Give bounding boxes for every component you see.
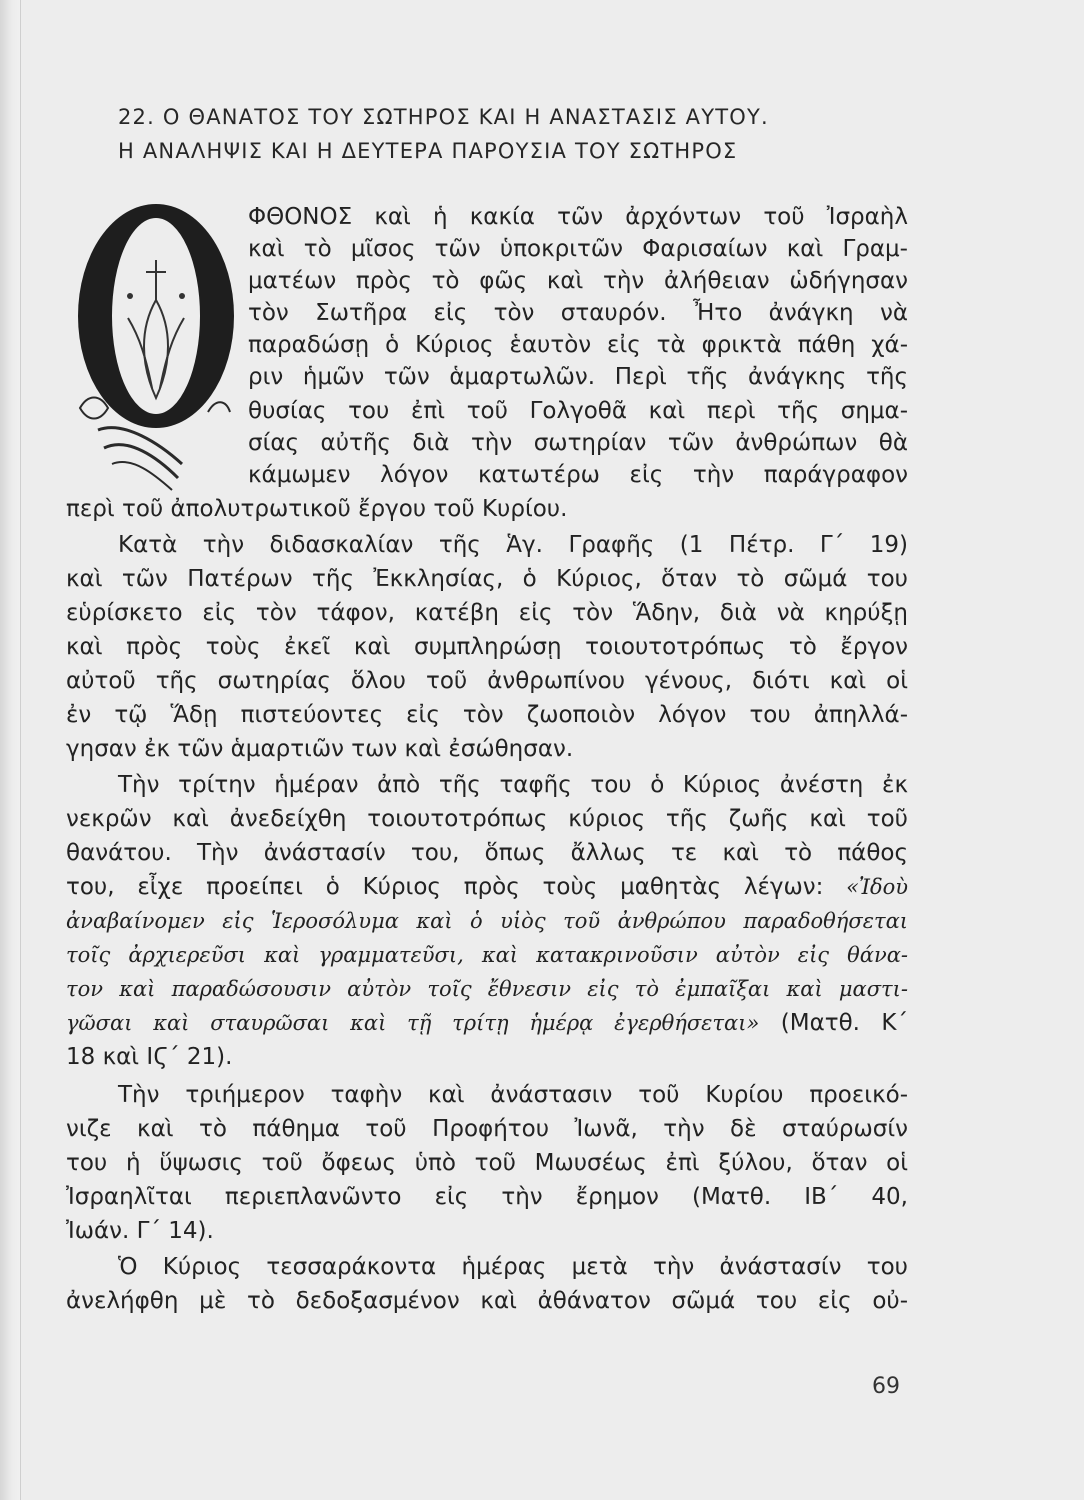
body-line-4: τὸν Σωτῆρα εἰς τὸν σταυρόν. Ἦτο ἀνάγκη νὰ <box>248 300 908 326</box>
body-line-32: Ὁ Κύριος τεσσαράκοντα ἡμέρας μετὰ τὴν ἀνάστασίν του <box>118 1254 908 1280</box>
body-line-29: του ἡ ὕψωσις τοῦ ὄφεως ὑπὸ τοῦ Μωυσέως ἐπὶ ξύλου, ὅταν οἱ <box>66 1150 908 1176</box>
body-line-26: 18 καὶ ΙϚ΄ 21). <box>66 1044 233 1070</box>
body-line-14: καὶ πρὸς τοὺς ἐκεῖ καὶ συμπληρώσῃ τοιουτοτρόπως τὸ ἔργον <box>66 634 908 660</box>
body-line-13: εὑρίσκετο εἰς τὸν τάφον, κατέβη εἰς τὸν Ἅδην, διὰ νὰ κηρύξῃ <box>66 600 908 626</box>
initial-side-flourish-left <box>80 398 108 419</box>
body-line-12: καὶ τῶν Πατέρων τῆς Ἐκκλησίας, ὁ Κύριος, ὅταν τὸ σῶμά του <box>66 566 908 592</box>
body-line-17: γησαν ἐκ τῶν ἁμαρτιῶν των καὶ ἐσώθησαν. <box>66 736 574 762</box>
initial-omicron-inner <box>112 218 200 414</box>
heading-line-1: 22. Ο ΘΑΝΑΤΟΣ ΤΟΥ ΣΩΤΗΡΟΣ ΚΑΙ Η ΑΝΑΣΤΑΣΙΣ ΑΥΤΟΥ. <box>118 105 769 129</box>
body-line-7: θυσίας του ἐπὶ τοῦ Γολγοθᾶ καὶ περὶ τῆς σημα- <box>248 398 908 424</box>
scripture-quote-line-3: τον καὶ παραδώσουσιν αὐτὸν τοῖς ἔθνεσιν εἰς τὸ ἐμπαῖξαι καὶ μαστι- <box>66 977 908 1001</box>
body-line-16: ἐν τῷ Ἅδῃ πιστεύοντες εἰς τὸν ζωοποιὸν λόγον του ἀπηλλά- <box>66 702 908 728</box>
body-line-31: Ἰωάν. Γ΄ 14). <box>66 1218 214 1244</box>
body-line-9: κάμωμεν λόγον κατωτέρω εἰς τὴν παράγραφον <box>248 462 908 488</box>
body-line-21-text: του, εἶχε προείπει ὁ Κύριος πρὸς τοὺς μαθητὰς λέγων: <box>66 874 847 900</box>
body-line-21 <box>66 872 908 902</box>
page-number: 69 <box>872 1374 900 1399</box>
initial-dot-left <box>127 293 133 299</box>
body-line-19: νεκρῶν καὶ ἀνεδείχθη τοιουτοτρόπως κύριος τῆς ζωῆς καὶ τοῦ <box>66 806 908 832</box>
initial-side-flourish-right <box>208 402 230 412</box>
body-line-18: Τὴν τρίτην ἡμέραν ἀπὸ τῆς ταφῆς του ὁ Κύριος ἀνέστη ἐκ <box>118 772 908 798</box>
scripture-quote-start: «Ἰδοὺ <box>846 875 908 899</box>
body-line-20: θανάτου. Τὴν ἀνάστασίν του, ὅπως ἄλλως τε καὶ τὸ πάθος <box>66 840 908 866</box>
chapter-heading <box>118 100 769 168</box>
scripture-quote-end: γῶσαι καὶ σταυρῶσαι καὶ τῇ τρίτῃ ἡμέρᾳ ἐγερθήσεται» <box>66 1011 760 1035</box>
ornamental-initial-omicron-icon <box>68 198 234 498</box>
body-line-25 <box>66 1008 908 1038</box>
body-line-27: Τὴν τριήμερον ταφὴν καὶ ἀνάστασιν τοῦ Κυρίου προεικό- <box>118 1082 908 1108</box>
body-line-6: ριν ἡμῶν τῶν ἁμαρτωλῶν. Περὶ τῆς ἀνάγκης τῆς <box>248 364 908 390</box>
initial-dot-right <box>179 293 185 299</box>
body-line-5: παραδώσῃ ὁ Κύριος ἑαυτὸν εἰς τὰ φρικτὰ πάθη χά- <box>248 332 908 358</box>
body-line-28: νιζε καὶ τὸ πάθημα τοῦ Προφήτου Ἰωνᾶ, τὴν δὲ σταύρωσίν <box>66 1116 908 1142</box>
body-line-3: ματέων πρὸς τὸ φῶς καὶ τὴν ἀλήθειαν ὡδήγησαν <box>248 268 908 294</box>
body-line-10: περὶ τοῦ ἀπολυτρωτικοῦ ἔργου τοῦ Κυρίου. <box>66 496 568 522</box>
body-line-8: σίας αὐτῆς διὰ τὴν σωτηρίαν τῶν ἀνθρώπων θὰ <box>248 430 908 456</box>
body-line-2: καὶ τὸ μῖσος τῶν ὑποκριτῶν Φαρισαίων καὶ Γραμ- <box>248 236 908 262</box>
scripture-citation: (Ματθ. Κ΄ <box>759 1010 908 1036</box>
page-binding-edge <box>0 0 21 1500</box>
scripture-quote-line-2: τοῖς ἀρχιερεῦσι καὶ γραμματεῦσι, καὶ κατακρινοῦσιν αὐτὸν εἰς θάνα- <box>66 943 908 967</box>
body-line-15: αὐτοῦ τῆς σωτηρίας ὅλου τοῦ ἀνθρωπίνου γένους, διότι καὶ οἱ <box>66 668 908 694</box>
body-line-33: ἀνελήφθη μὲ τὸ δεδοξασμένον καὶ ἀθάνατον σῶμά του εἰς οὐ- <box>66 1288 908 1314</box>
body-line-11: Κατὰ τὴν διδασκαλίαν τῆς Ἁγ. Γραφῆς (1 Πέτρ. Γ΄ 19) <box>118 532 908 558</box>
body-line-30: Ἰσραηλῖται περιεπλανῶντο εἰς τὴν ἔρημον (Ματθ. ΙΒ΄ 40, <box>66 1184 908 1210</box>
scripture-quote-line-1: ἀναβαίνομεν εἰς Ἱεροσόλυμα καὶ ὁ υἱὸς τοῦ ἀνθρώπου παραδοθήσεται <box>66 909 908 933</box>
body-line-1: ΦΘΟΝΟΣ καὶ ἡ κακία τῶν ἀρχόντων τοῦ Ἰσραὴλ <box>248 204 908 230</box>
heading-line-2: Η ΑΝΑΛΗΨΙΣ ΚΑΙ Η ΔΕΥΤΕΡΑ ΠΑΡΟΥΣΙΑ ΤΟΥ ΣΩΤΗΡΟΣ <box>118 139 738 163</box>
